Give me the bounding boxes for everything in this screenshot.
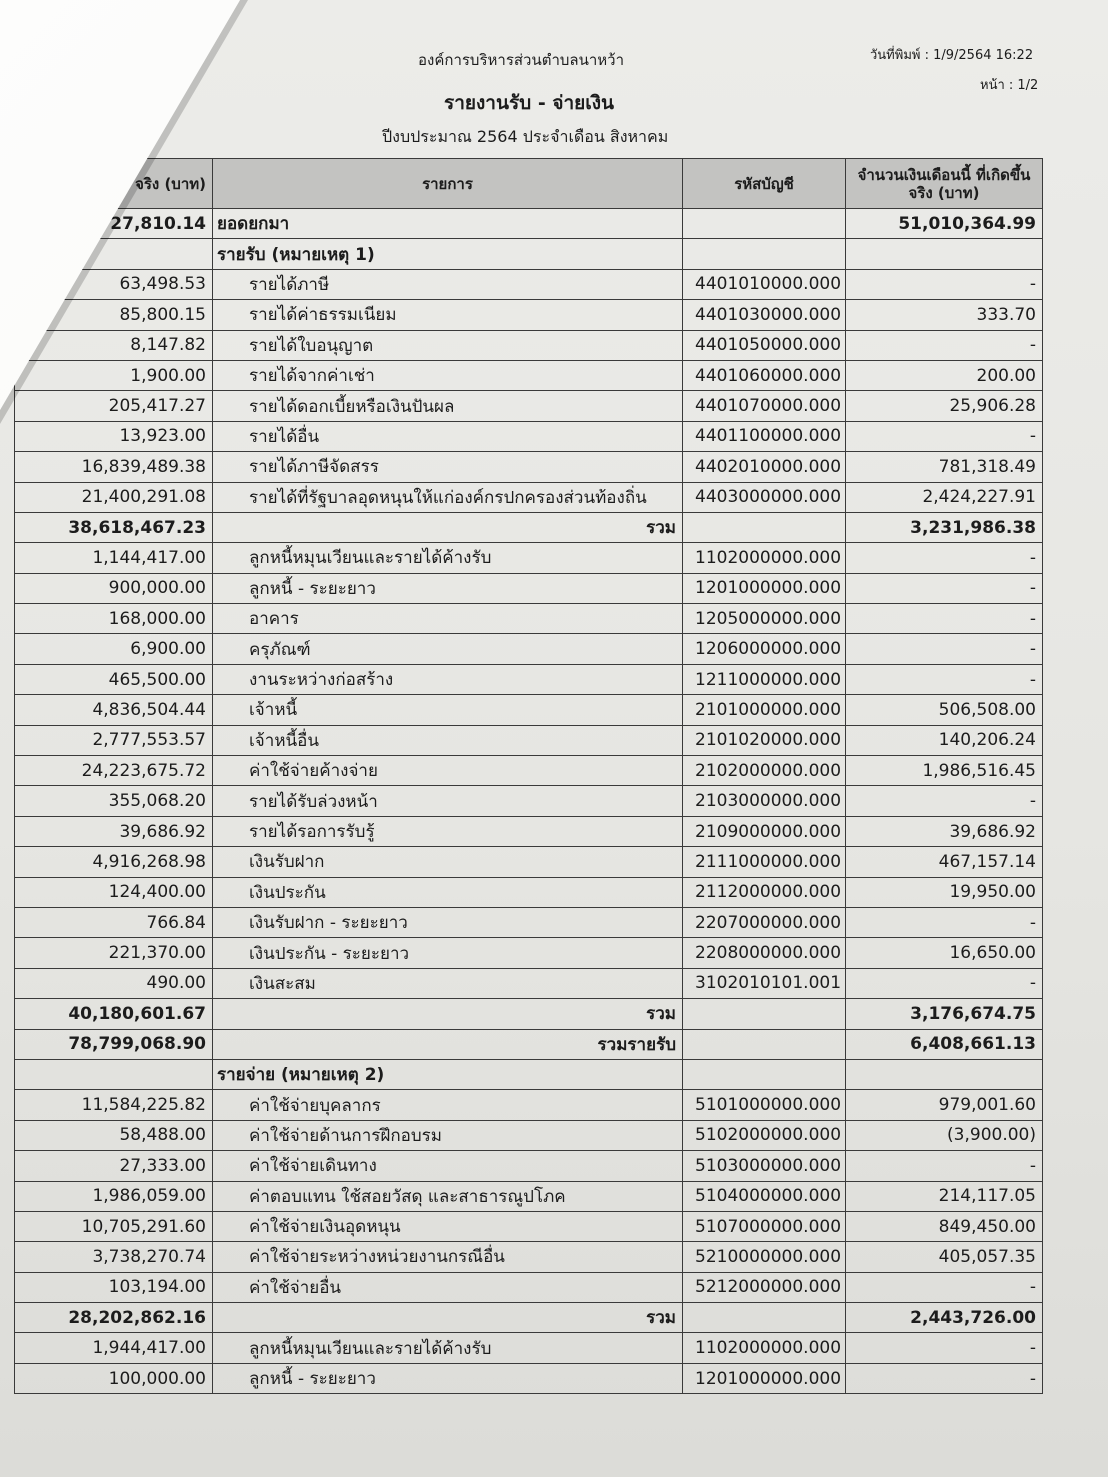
cell-ytd-amount: 6,900.00 (15, 634, 213, 664)
cell-month-amount: (3,900.00) (846, 1120, 1043, 1150)
table-row (15, 573, 1043, 603)
table-row (15, 664, 1043, 694)
cell-month-amount: - (846, 1272, 1043, 1302)
cell-month-amount: - (846, 907, 1043, 937)
cell-item-label: รายได้ภาษี (213, 269, 683, 299)
cell-ytd-amount: 1,900.00 (15, 360, 213, 390)
cell-month-amount: - (846, 543, 1043, 573)
cell-month-amount: 781,318.49 (846, 452, 1043, 482)
cell-account-code: 4401060000.000 (683, 360, 846, 390)
cell-ytd-amount: 8,147.82 (15, 330, 213, 360)
cell-account-code (683, 239, 846, 269)
table-row (15, 482, 1043, 512)
cell-item-label: เจ้าหนี้อื่น (213, 725, 683, 755)
cell-ytd-amount: 27,810.14 (15, 209, 213, 239)
table-row (15, 1333, 1043, 1363)
cell-ytd-amount: 78,799,068.90 (15, 1029, 213, 1059)
cell-item-label: งานระหว่างก่อสร้าง (213, 664, 683, 694)
cell-ytd-amount: 40,180,601.67 (15, 999, 213, 1029)
cell-item-label: ค่าใช้จ่ายระหว่างหน่วยงานกรณีอื่น (213, 1242, 683, 1272)
cell-month-amount (846, 239, 1043, 269)
cell-account-code: 2102000000.000 (683, 756, 846, 786)
cell-item-label: ยอดยกมา (213, 209, 683, 239)
cell-month-amount: 2,443,726.00 (846, 1303, 1043, 1333)
cell-item-label: ค่าใช้จ่ายอื่น (213, 1272, 683, 1302)
table-row (15, 269, 1043, 299)
cell-ytd-amount: 28,202,862.16 (15, 1303, 213, 1333)
cell-account-code (683, 1059, 846, 1089)
cell-item-label: ค่าตอบแทน ใช้สอยวัสดุ และสาธารณูปโภค (213, 1181, 683, 1211)
cell-account-code: 5107000000.000 (683, 1211, 846, 1241)
table-row (15, 421, 1043, 451)
table-row (15, 604, 1043, 634)
cell-account-code: 2109000000.000 (683, 816, 846, 846)
cell-ytd-amount: 900,000.00 (15, 573, 213, 603)
cell-item-label: ค่าใช้จ่ายบุคลากร (213, 1090, 683, 1120)
cell-month-amount: 506,508.00 (846, 695, 1043, 725)
cell-item-label: รายได้ดอกเบี้ยหรือเงินปันผล (213, 391, 683, 421)
organization-name: องค์การบริหารส่วนตำบลนาหว้า (418, 51, 624, 69)
cell-item-label: เงินรับฝาก (213, 847, 683, 877)
report-title: รายงานรับ - จ่ายเงิน (444, 92, 615, 114)
cell-month-amount: - (846, 968, 1043, 998)
table-row (15, 1242, 1043, 1272)
cell-account-code: 5103000000.000 (683, 1151, 846, 1181)
cell-ytd-amount: 2,777,553.57 (15, 725, 213, 755)
cell-month-amount: - (846, 1363, 1043, 1393)
table-row (15, 300, 1043, 330)
cell-item-label: รวม (213, 1303, 683, 1333)
cell-account-code: 1205000000.000 (683, 604, 846, 634)
table-row (15, 1059, 1043, 1089)
col-header-code: รหัสบัญชี (683, 159, 846, 209)
cell-month-amount: 333.70 (846, 300, 1043, 330)
cell-account-code: 1102000000.000 (683, 543, 846, 573)
cell-ytd-amount: 58,488.00 (15, 1120, 213, 1150)
cell-account-code: 1211000000.000 (683, 664, 846, 694)
cell-account-code: 1102000000.000 (683, 1333, 846, 1363)
cell-account-code: 5101000000.000 (683, 1090, 846, 1120)
table-row (15, 999, 1043, 1029)
receipts-payments-table (14, 158, 1043, 1394)
cell-item-label: รายได้ภาษีจัดสรร (213, 452, 683, 482)
cell-item-label: รายได้ที่รัฐบาลอุดหนุนให้แก่องค์กรปกครองส่วนท้องถิ่น (213, 482, 683, 512)
cell-account-code: 4403000000.000 (683, 482, 846, 512)
table-row (15, 847, 1043, 877)
cell-account-code: 4402010000.000 (683, 452, 846, 482)
cell-month-amount: 39,686.92 (846, 816, 1043, 846)
cell-month-amount: 3,231,986.38 (846, 512, 1043, 542)
table-row (15, 360, 1043, 390)
cell-ytd-amount: 39,686.92 (15, 816, 213, 846)
table-row (15, 209, 1043, 239)
col-header-month: จำนวนเงินเดือนนี้ ที่เกิดขึ้นจริง (บาท) (846, 159, 1043, 209)
cell-item-label: ค่าใช้จ่ายเงินอุดหนุน (213, 1211, 683, 1241)
cell-item-label: เจ้าหนี้ (213, 695, 683, 725)
table-row (15, 1090, 1043, 1120)
cell-month-amount: - (846, 330, 1043, 360)
table-row (15, 816, 1043, 846)
cell-ytd-amount: 103,194.00 (15, 1272, 213, 1302)
table-row (15, 968, 1043, 998)
table-row (15, 1029, 1043, 1059)
cell-ytd-amount: 205,417.27 (15, 391, 213, 421)
cell-account-code: 5212000000.000 (683, 1272, 846, 1302)
cell-ytd-amount: 100,000.00 (15, 1363, 213, 1393)
cell-month-amount: 19,950.00 (846, 877, 1043, 907)
cell-ytd-amount (15, 1059, 213, 1089)
table-row (15, 938, 1043, 968)
cell-item-label: รวมรายรับ (213, 1029, 683, 1059)
table-row (15, 756, 1043, 786)
cell-ytd-amount: 11,584,225.82 (15, 1090, 213, 1120)
cell-ytd-amount: 490.00 (15, 968, 213, 998)
cell-ytd-amount: 21,400,291.08 (15, 482, 213, 512)
cell-ytd-amount: 465,500.00 (15, 664, 213, 694)
cell-ytd-amount: 16,839,489.38 (15, 452, 213, 482)
cell-item-label: เงินประกัน (213, 877, 683, 907)
cell-item-label: ครุภัณฑ์ (213, 634, 683, 664)
cell-month-amount: - (846, 634, 1043, 664)
report-subtitle: ปีงบประมาณ 2564 ประจำเดือน สิงหาคม (382, 127, 669, 146)
table-row (15, 1151, 1043, 1181)
cell-ytd-amount: 1,944,417.00 (15, 1333, 213, 1363)
cell-item-label: รายได้ใบอนุญาต (213, 330, 683, 360)
table-row (15, 1211, 1043, 1241)
cell-month-amount: - (846, 1151, 1043, 1181)
print-date: วันที่พิมพ์ : 1/9/2564 16:22 (870, 48, 1034, 63)
cell-item-label: ลูกหนี้ - ระยะยาว (213, 1363, 683, 1393)
cell-account-code: 1206000000.000 (683, 634, 846, 664)
cell-account-code (683, 1029, 846, 1059)
page-number: หน้า : 1/2 (980, 78, 1039, 93)
table-row (15, 786, 1043, 816)
cell-item-label: รายได้ค่าธรรมเนียม (213, 300, 683, 330)
cell-ytd-amount: 10,705,291.60 (15, 1211, 213, 1241)
table-row (15, 1272, 1043, 1302)
cell-item-label: เงินประกัน - ระยะยาว (213, 938, 683, 968)
cell-item-label: รายจ่าย (หมายเหตุ 2) (213, 1059, 683, 1089)
table-row (15, 634, 1043, 664)
cell-ytd-amount: 766.84 (15, 907, 213, 937)
cell-month-amount: 25,906.28 (846, 391, 1043, 421)
cell-item-label: ค่าใช้จ่ายด้านการฝึกอบรม (213, 1120, 683, 1150)
cell-ytd-amount: 27,333.00 (15, 1151, 213, 1181)
cell-account-code: 5102000000.000 (683, 1120, 846, 1150)
cell-account-code: 2207000000.000 (683, 907, 846, 937)
cell-month-amount: 16,650.00 (846, 938, 1043, 968)
cell-account-code: 2111000000.000 (683, 847, 846, 877)
cell-month-amount: 140,206.24 (846, 725, 1043, 755)
cell-month-amount: - (846, 269, 1043, 299)
cell-ytd-amount: 1,986,059.00 (15, 1181, 213, 1211)
cell-item-label: รายได้จากค่าเช่า (213, 360, 683, 390)
cell-item-label: รายได้รอการรับรู้ (213, 816, 683, 846)
cell-month-amount: - (846, 604, 1043, 634)
cell-ytd-amount: 221,370.00 (15, 938, 213, 968)
cell-account-code (683, 999, 846, 1029)
cell-item-label: ลูกหนี้หมุนเวียนและรายได้ค้างรับ (213, 543, 683, 573)
cell-item-label: ค่าใช้จ่ายค้างจ่าย (213, 756, 683, 786)
cell-month-amount: 1,986,516.45 (846, 756, 1043, 786)
table-row (15, 1303, 1043, 1333)
table-row (15, 330, 1043, 360)
cell-month-amount: 6,408,661.13 (846, 1029, 1043, 1059)
cell-item-label: รายได้รับล่วงหน้า (213, 786, 683, 816)
cell-account-code: 4401030000.000 (683, 300, 846, 330)
cell-month-amount: 405,057.35 (846, 1242, 1043, 1272)
cell-account-code: 4401100000.000 (683, 421, 846, 451)
cell-month-amount: 2,424,227.91 (846, 482, 1043, 512)
cell-ytd-amount: 13,923.00 (15, 421, 213, 451)
cell-account-code: 4401050000.000 (683, 330, 846, 360)
cell-item-label: ลูกหนี้ - ระยะยาว (213, 573, 683, 603)
cell-item-label: ลูกหนี้หมุนเวียนและรายได้ค้างรับ (213, 1333, 683, 1363)
cell-ytd-amount: 4,836,504.44 (15, 695, 213, 725)
table-row (15, 512, 1043, 542)
cell-item-label: รายได้อื่น (213, 421, 683, 451)
cell-account-code: 4401010000.000 (683, 269, 846, 299)
table-row (15, 1181, 1043, 1211)
cell-account-code: 2208000000.000 (683, 938, 846, 968)
cell-account-code (683, 1303, 846, 1333)
cell-account-code: 5210000000.000 (683, 1242, 846, 1272)
cell-month-amount: - (846, 573, 1043, 603)
cell-month-amount: - (846, 421, 1043, 451)
table-row (15, 877, 1043, 907)
cell-ytd-amount: 63,498.53 (15, 269, 213, 299)
cell-ytd-amount: 3,738,270.74 (15, 1242, 213, 1272)
cell-item-label: อาคาร (213, 604, 683, 634)
cell-account-code: 1201000000.000 (683, 573, 846, 603)
cell-account-code: 4401070000.000 (683, 391, 846, 421)
cell-month-amount: - (846, 664, 1043, 694)
cell-account-code: 2103000000.000 (683, 786, 846, 816)
cell-month-amount (846, 1059, 1043, 1089)
table-row (15, 1363, 1043, 1393)
cell-month-amount: - (846, 1333, 1043, 1363)
cell-account-code (683, 512, 846, 542)
table-body (15, 209, 1043, 1394)
cell-month-amount: 214,117.05 (846, 1181, 1043, 1211)
table-row (15, 1120, 1043, 1150)
table-row (15, 543, 1043, 573)
cell-item-label: ค่าใช้จ่ายเดินทาง (213, 1151, 683, 1181)
cell-month-amount: 467,157.14 (846, 847, 1043, 877)
cell-ytd-amount: 38,618,467.23 (15, 512, 213, 542)
cell-month-amount: 3,176,674.75 (846, 999, 1043, 1029)
table-row (15, 239, 1043, 269)
cell-item-label: รวม (213, 512, 683, 542)
cell-month-amount: 200.00 (846, 360, 1043, 390)
cell-item-label: รายรับ (หมายเหตุ 1) (213, 239, 683, 269)
table-row (15, 695, 1043, 725)
cell-ytd-amount: 124,400.00 (15, 877, 213, 907)
cell-month-amount: 51,010,364.99 (846, 209, 1043, 239)
table-row (15, 391, 1043, 421)
cell-account-code: 5104000000.000 (683, 1181, 846, 1211)
cell-ytd-amount: 355,068.20 (15, 786, 213, 816)
table-header-row (15, 159, 1043, 209)
cell-month-amount: 849,450.00 (846, 1211, 1043, 1241)
cell-item-label: เงินรับฝาก - ระยะยาว (213, 907, 683, 937)
cell-account-code (683, 209, 846, 239)
cell-item-label: เงินสะสม (213, 968, 683, 998)
cell-ytd-amount: 24,223,675.72 (15, 756, 213, 786)
table-row (15, 452, 1043, 482)
col-header-item: รายการ (213, 159, 683, 209)
cell-account-code: 2112000000.000 (683, 877, 846, 907)
col-header-ytd: จริง (บาท) (15, 159, 213, 209)
table-row (15, 725, 1043, 755)
cell-account-code: 2101020000.000 (683, 725, 846, 755)
cell-month-amount: - (846, 786, 1043, 816)
cell-account-code: 2101000000.000 (683, 695, 846, 725)
cell-ytd-amount: 1,144,417.00 (15, 543, 213, 573)
cell-month-amount: 979,001.60 (846, 1090, 1043, 1120)
table-row (15, 907, 1043, 937)
cell-account-code: 3102010101.001 (683, 968, 846, 998)
cell-item-label: รวม (213, 999, 683, 1029)
cell-ytd-amount: 85,800.15 (15, 300, 213, 330)
cell-ytd-amount: 168,000.00 (15, 604, 213, 634)
cell-ytd-amount: 4,916,268.98 (15, 847, 213, 877)
cell-account-code: 1201000000.000 (683, 1363, 846, 1393)
